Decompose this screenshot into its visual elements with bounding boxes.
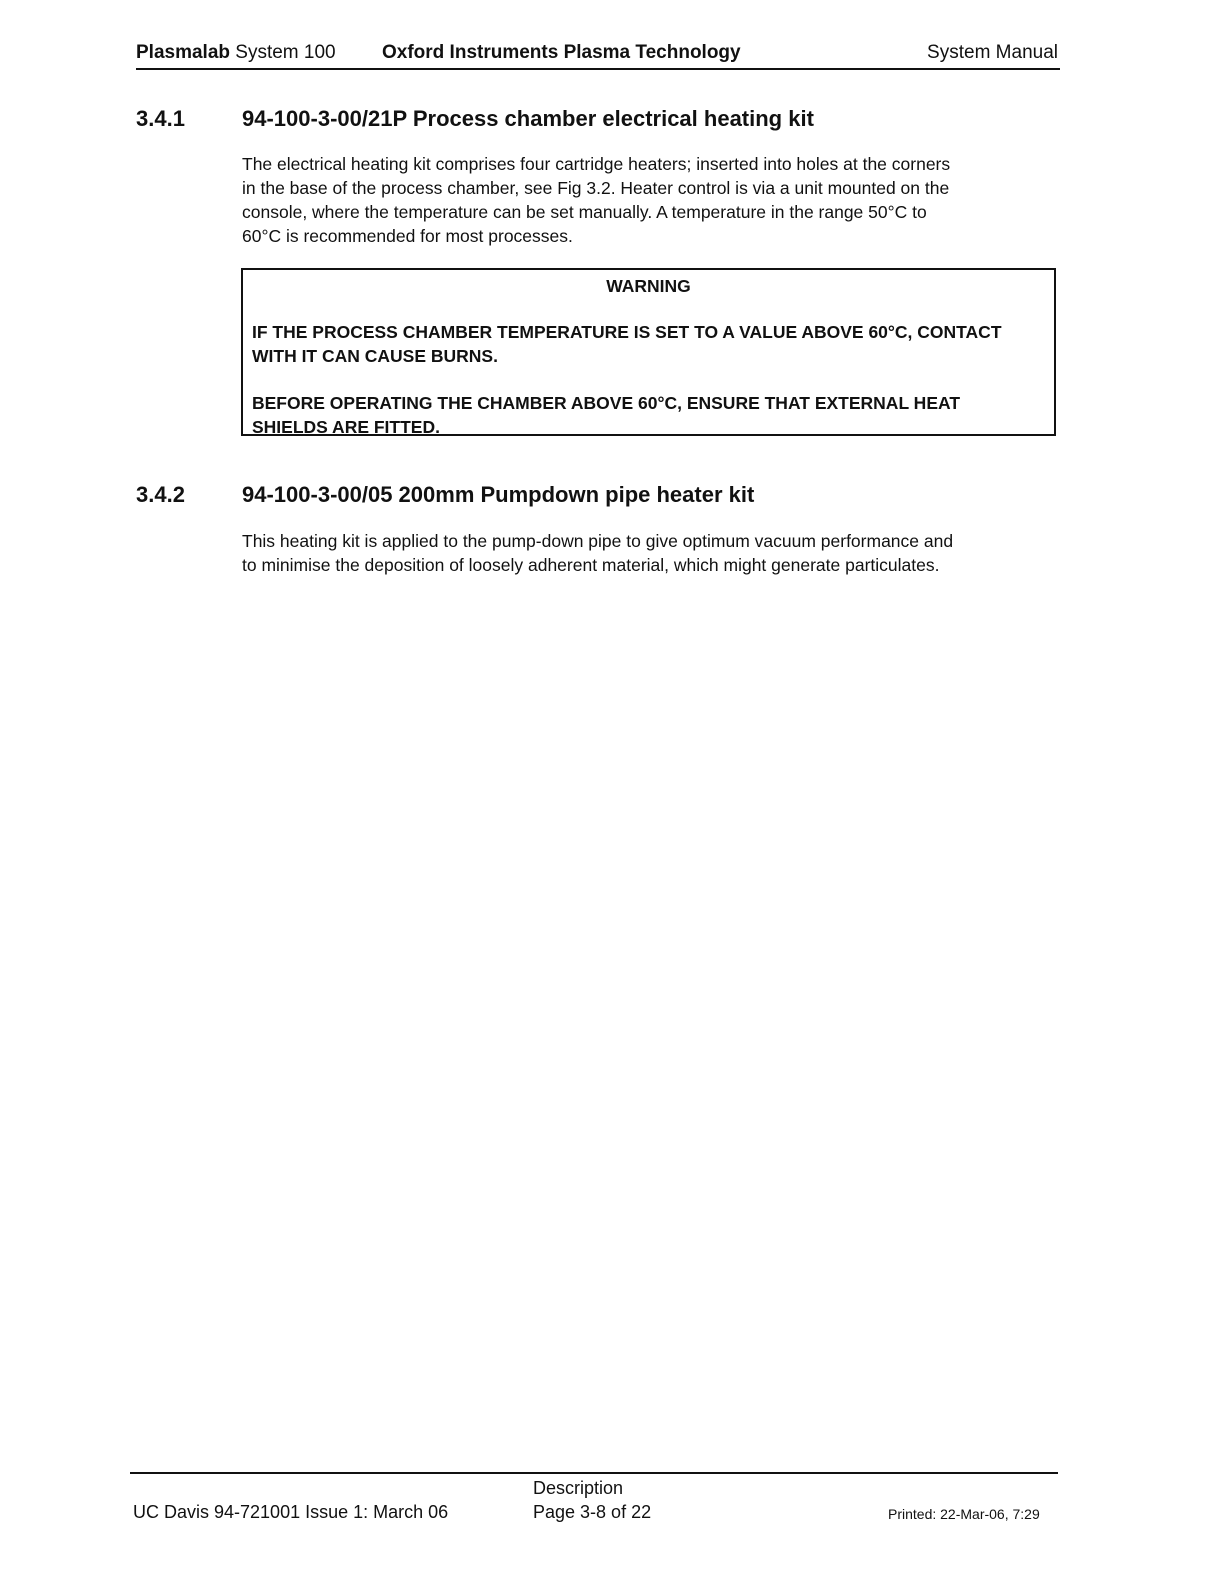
header-company: Oxford Instruments Plasma Technology <box>382 42 741 63</box>
footer-chapter: Description <box>533 1478 624 1498</box>
section-title: 94-100-3-00/21P Process chamber electrical heating kit <box>242 106 814 131</box>
header-product-name: Plasmalab <box>136 42 230 63</box>
page-header <box>136 40 1060 70</box>
footer-doc-id: UC Davis 94-721001 Issue 1: March 06 <box>133 1502 449 1522</box>
section-number: 3.4.1 <box>136 106 185 131</box>
warning-box <box>241 268 1056 436</box>
warning-line: BEFORE OPERATING THE CHAMBER ABOVE 60°C, ENSURE THAT EXTERNAL HEAT <box>252 393 961 413</box>
section-paragraph <box>242 152 1057 248</box>
paragraph-line: 60°C is recommended for most processes. <box>242 226 573 246</box>
paragraph-line: The electrical heating kit comprises four cartridge heaters; inserted into holes at the corners <box>242 154 951 174</box>
header-doc-type: System Manual <box>927 42 1058 63</box>
section-number: 3.4.2 <box>136 482 185 507</box>
paragraph-line: This heating kit is applied to the pump-down pipe to give optimum vacuum performance and <box>242 531 954 551</box>
footer-page-number: Page 3-8 of 22 <box>533 1502 652 1522</box>
footer-divider <box>130 1472 1058 1474</box>
warning-line: SHIELDS ARE FITTED. <box>252 417 440 437</box>
warning-line: WITH IT CAN CAUSE BURNS. <box>252 346 498 366</box>
warning-title: WARNING <box>606 276 691 296</box>
header-product-model: System 100 <box>230 42 336 63</box>
warning-line: IF THE PROCESS CHAMBER TEMPERATURE IS SET TO A VALUE ABOVE 60°C, CONTACT <box>252 322 1002 342</box>
paragraph-line: console, where the temperature can be set manually. A temperature in the range 50°C to <box>242 202 927 222</box>
paragraph-line: in the base of the process chamber, see Fig 3.2. Heater control is via a unit mounted on the <box>242 178 950 198</box>
footer-printed-date: Printed: 22-Mar-06, 7:29 <box>888 1506 1040 1522</box>
header-product <box>136 42 336 64</box>
section-title: 94-100-3-00/05 200mm Pumpdown pipe heater kit <box>242 482 755 507</box>
section-paragraph <box>242 529 1057 577</box>
paragraph-line: to minimise the deposition of loosely adherent material, which might generate particulates. <box>242 555 940 575</box>
